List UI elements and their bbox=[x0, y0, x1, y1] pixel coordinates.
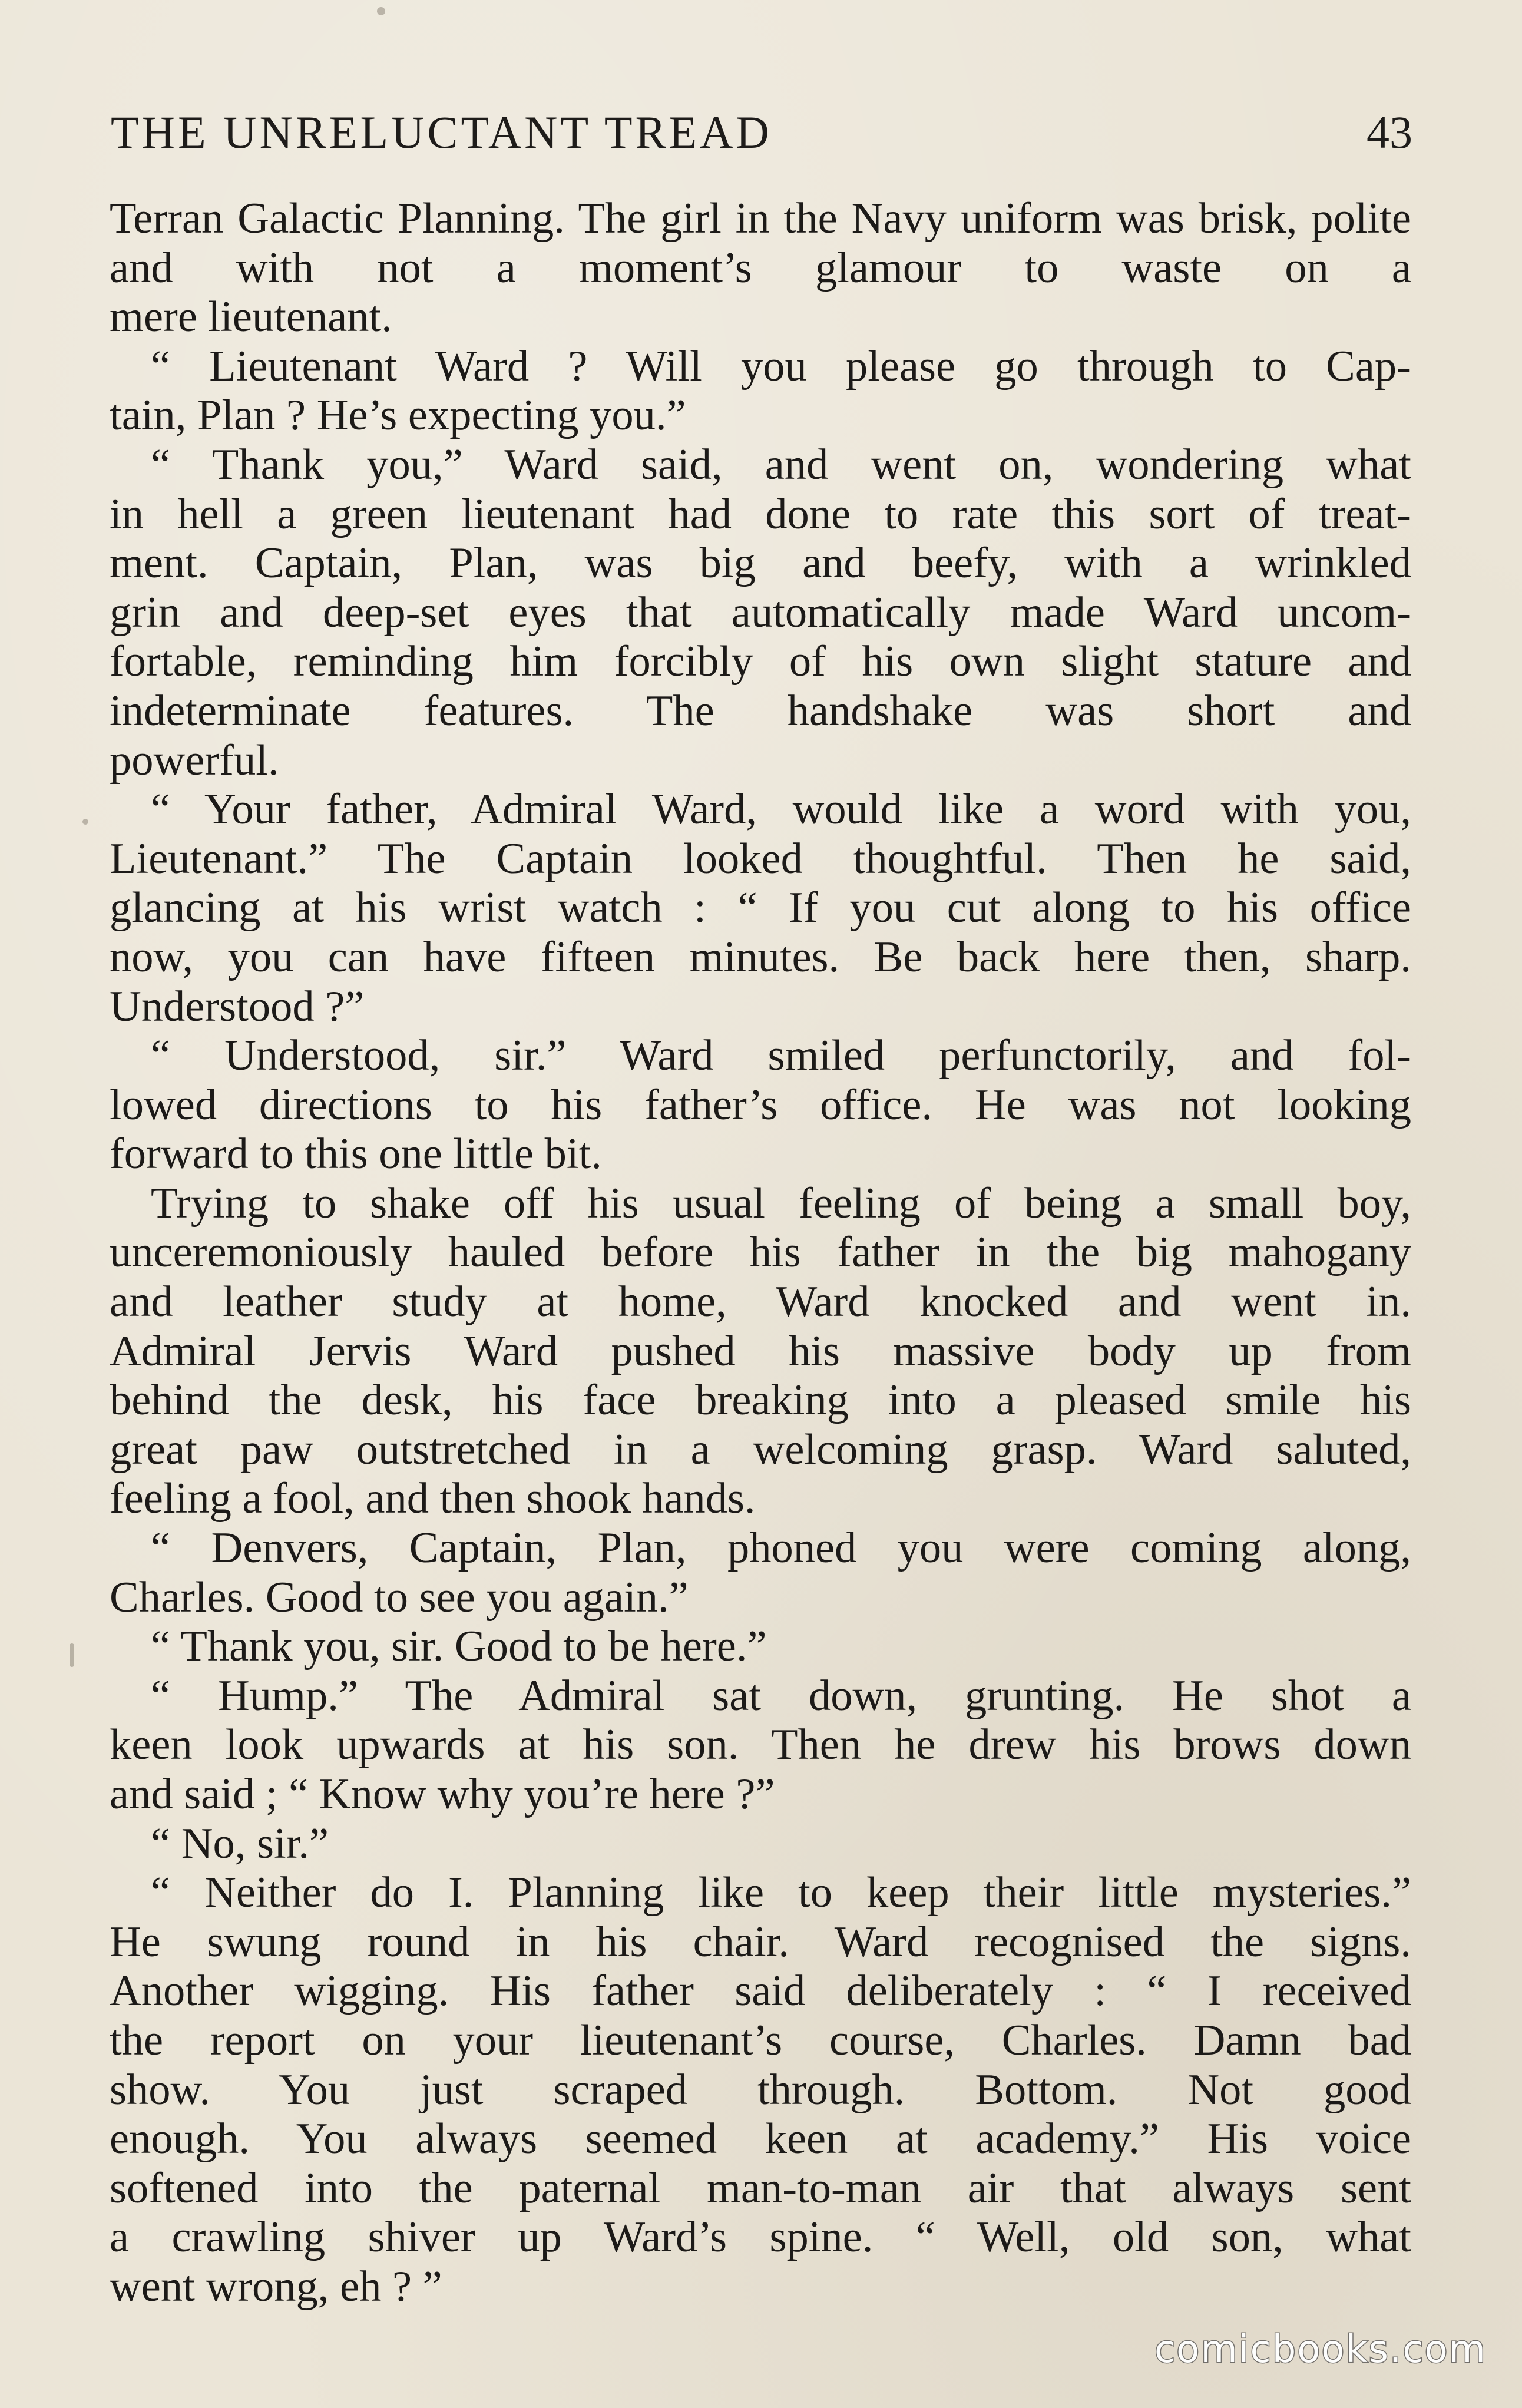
text-line: the report on your lieutenant’s course, Charles. Damn bad bbox=[110, 2016, 1411, 2065]
page-number: 43 bbox=[1367, 107, 1412, 158]
paragraph-1-end bbox=[110, 293, 1411, 342]
text-line: Lieutenant.” The Captain looked thoughtful. Then he said, bbox=[110, 834, 1411, 883]
text-line: now, you can have fifteen minutes. Be back here then, sharp. bbox=[110, 932, 1411, 981]
text-line: He swung round in his chair. Ward recognised the signs. bbox=[110, 1917, 1411, 1966]
text-line: and said ; “ Know why you’re here ?” bbox=[110, 1770, 775, 1818]
paragraph-6-cont bbox=[110, 1278, 1411, 1327]
text-line: great paw outstretched in a welcoming grasp. Ward saluted, bbox=[110, 1425, 1411, 1474]
paragraph-9-end bbox=[110, 1770, 1411, 1820]
text-line: went wrong, eh ? ” bbox=[110, 2262, 442, 2311]
paragraph-4-end bbox=[110, 983, 1411, 1032]
paragraph-4-cont bbox=[110, 884, 1411, 933]
text-line: feeling a fool, and then shook hands. bbox=[110, 1474, 756, 1523]
paragraph-6 bbox=[110, 1179, 1411, 1229]
paragraph-6-cont bbox=[110, 1376, 1411, 1425]
text-line: keen look upwards at his son. Then he drew his brows down bbox=[110, 1721, 1411, 1769]
paragraph-11-cont bbox=[110, 1918, 1411, 1967]
paragraph-9 bbox=[110, 1672, 1411, 1721]
text-line: Trying to shake off his usual feeling of being a small boy, bbox=[151, 1179, 1411, 1228]
text-line: a crawling shiver up Ward’s spine. “ Well, old son, what bbox=[110, 2213, 1411, 2262]
paragraph-11-cont bbox=[110, 2164, 1411, 2214]
text-line: “ Thank you,” Ward said, and went on, wondering what bbox=[151, 440, 1411, 489]
paragraph-2-end bbox=[110, 391, 1411, 441]
paragraph-4-cont bbox=[110, 933, 1411, 983]
body-text bbox=[110, 194, 1411, 2312]
text-line: indeterminate features. The handshake was short and bbox=[110, 686, 1411, 735]
text-line: “ Thank you, sir. Good to be here.” bbox=[151, 1622, 767, 1671]
text-line: Charles. Good to see you again.” bbox=[110, 1573, 689, 1622]
text-line: Terran Galactic Planning. The girl in the Navy uniform was bbox=[110, 194, 1184, 243]
paragraph-10 bbox=[110, 1820, 1411, 1869]
paragraph-4-cont bbox=[110, 835, 1411, 884]
text-line: “ Lieutenant Ward ? Will you please go through to Cap- bbox=[151, 342, 1411, 391]
text-line: softened into the paternal man-to-man air that always sent bbox=[110, 2164, 1411, 2212]
paragraph-5 bbox=[110, 1031, 1411, 1081]
text-line: “ Your father, Admiral Ward, would like a word with you, bbox=[151, 785, 1411, 834]
running-title: THE UNRELUCTANT TREAD bbox=[111, 107, 772, 158]
text-line: enough. You always seemed keen at academy.” His voice bbox=[110, 2115, 1411, 2164]
paragraph-3-end bbox=[110, 736, 1411, 786]
paragraph-11-cont bbox=[110, 2066, 1411, 2115]
text-line: “ Hump.” The Admiral sat down, grunting. He shot a bbox=[151, 1671, 1411, 1720]
text-line: powerful. bbox=[110, 736, 279, 785]
paragraph-9-cont bbox=[110, 1721, 1411, 1770]
text-line: tain, Plan ? He’s expecting you.” bbox=[110, 391, 686, 440]
paragraph-3-cont bbox=[110, 637, 1411, 687]
paragraph-3 bbox=[110, 441, 1411, 490]
paragraph-11-cont bbox=[110, 1967, 1411, 2016]
paper-speck bbox=[82, 819, 88, 825]
text-line: grin and deep-set eyes that automatically made Ward uncom- bbox=[110, 588, 1411, 637]
text-line: forward to this one little bit. bbox=[110, 1130, 602, 1179]
paragraph-2 bbox=[110, 342, 1411, 392]
text-line: ment. Captain, Plan, was big and beefy, with a wrinkled bbox=[110, 539, 1411, 588]
paragraph-5-end bbox=[110, 1130, 1411, 1179]
text-line: show. You just scraped through. Bottom. Not good bbox=[110, 2065, 1411, 2114]
text-line: glancing at his wrist watch : “ If you cut along to his office bbox=[110, 884, 1411, 932]
text-line: “ Denvers, Captain, Plan, phoned you were coming along, bbox=[151, 1524, 1411, 1573]
paragraph-6-cont bbox=[110, 1327, 1411, 1377]
paragraph-11-end bbox=[110, 2263, 1411, 2312]
site-watermark: comicbooks.com bbox=[1154, 2328, 1487, 2371]
paragraph-5-cont bbox=[110, 1081, 1411, 1130]
text-line: “ Understood, sir.” Ward smiled perfunctorily, and fol- bbox=[151, 1031, 1411, 1080]
text-line: “ No, sir.” bbox=[151, 1819, 329, 1868]
paragraph-3-cont bbox=[110, 539, 1411, 588]
text-line: unceremoniously hauled before his father in the big mahogany bbox=[110, 1228, 1411, 1277]
paragraph-6-end bbox=[110, 1474, 1411, 1524]
text-line: brisk, polite and with not a moment’s glamour to waste on a bbox=[110, 194, 1411, 292]
paragraph-6-cont bbox=[110, 1228, 1411, 1278]
paragraph-11-cont bbox=[110, 2115, 1411, 2164]
paragraph-4 bbox=[110, 785, 1411, 835]
text-line: in hell a green lieutenant had done to rate this sort of treat- bbox=[110, 489, 1411, 538]
text-line: lowed directions to his father’s office. He was not looking bbox=[110, 1080, 1411, 1129]
paragraph-3-cont bbox=[110, 687, 1411, 736]
text-line: mere lieutenant. bbox=[110, 293, 392, 342]
paragraph-3-cont bbox=[110, 490, 1411, 540]
text-line: behind the desk, his face breaking into a pleased smile his bbox=[110, 1376, 1411, 1425]
text-line: Admiral Jervis Ward pushed his massive body up from bbox=[110, 1327, 1411, 1375]
text-line: Another wigging. His father said deliberately : “ I received bbox=[110, 1967, 1411, 2016]
paragraph-11-cont bbox=[110, 2016, 1411, 2066]
paragraph-6-cont bbox=[110, 1425, 1411, 1475]
paper-speck bbox=[377, 7, 385, 15]
text-line: “ Neither do I. Planning like to keep their little mysteries.” bbox=[151, 1868, 1411, 1917]
paragraph-8 bbox=[110, 1622, 1411, 1672]
paragraph-11-cont bbox=[110, 2213, 1411, 2263]
paragraph-1 bbox=[110, 194, 1411, 293]
paragraph-7 bbox=[110, 1524, 1411, 1573]
paper-speck bbox=[70, 1643, 74, 1667]
running-header bbox=[111, 100, 1412, 165]
paragraph-11 bbox=[110, 1868, 1411, 1918]
text-line: and leather study at home, Ward knocked and went in. bbox=[110, 1278, 1411, 1327]
text-line: fortable, reminding him forcibly of his own slight stature and bbox=[110, 637, 1411, 686]
paragraph-3-cont bbox=[110, 588, 1411, 638]
text-line: Understood ?” bbox=[110, 982, 365, 1031]
paragraph-7-end bbox=[110, 1573, 1411, 1623]
